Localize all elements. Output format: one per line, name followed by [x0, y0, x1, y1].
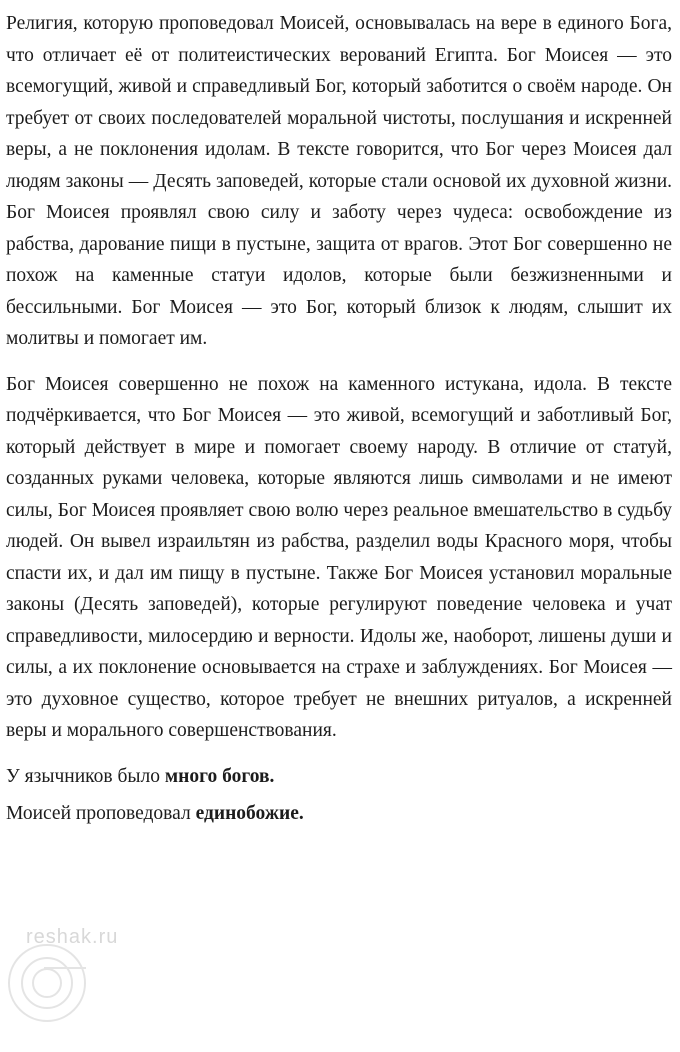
closing-line-2-bold: единобожие.: [195, 803, 304, 824]
watermark-bar: [44, 967, 86, 969]
closing-line-1-bold: много богов.: [164, 765, 275, 787]
closing-line-2-prefix: Моисей проповедовал: [6, 803, 196, 824]
watermark-text: reshak.ru: [26, 926, 119, 948]
closing-line-1-prefix: У язычников было: [6, 765, 165, 787]
closing-line-2: [6, 798, 672, 830]
paragraph-2: Бог Моисея совершенно не похож на каменного истукана, идола. В тексте подчёркивается, что Бог Моисея — это живой, всемогущий и заботливый Бог, который действует в мире и помогает своему народу. В отличие от статуй, созданных руками человека, которые являются лишь символами и не имеют силы, Бог Моисея проявляет свою волю через реальное вмешательство в судьбу людей. Он вывел израильтян из рабства, разделил воды Красного моря, чтобы спасти их, и дал им пищу в пустыне. Также Бог Моисея установил моральные законы (Десять заповедей), которые регулируют поведение человека и учат справедливости, милосердию и верности. Идолы же, наоборот, лишены души и силы, а их поклонение основывается на страхе и заблуждениях. Бог Моисея — это духовное существо, которое требует не внешних ритуалов, а искренней веры и морального совершенствования.: [6, 373, 672, 741]
watermark: [0, 914, 150, 1024]
paragraph-1: Религия, которую проповедовал Моисей, основывалась на вере в единого Бога, что отличает её от политеистических верований Египта. Бог Моисея — это всемогущий, живой и справедливый Бог, который заботится о своём народе. Он требует от своих последователей моральной чистоты, послушания и искренней веры, а не поклонения идолам. В тексте говорится, что Бог через Моисея дал людям законы — Десять заповедей, которые стали основой их духовной жизни. Бог Моисея проявлял свою силу и заботу через чудеса: освобождение из рабства, дарование пищи в пустыне, защита от врагов. Этот Бог совершенно не похож на каменные статуи идолов, которые были безжизненными и бессильными. Бог Моисея — это Бог, который близок к людям, слышит их молитвы и помогает им.: [6, 13, 672, 349]
closing-line-1: [6, 761, 672, 793]
watermark-spiral-icon: [8, 944, 86, 1022]
